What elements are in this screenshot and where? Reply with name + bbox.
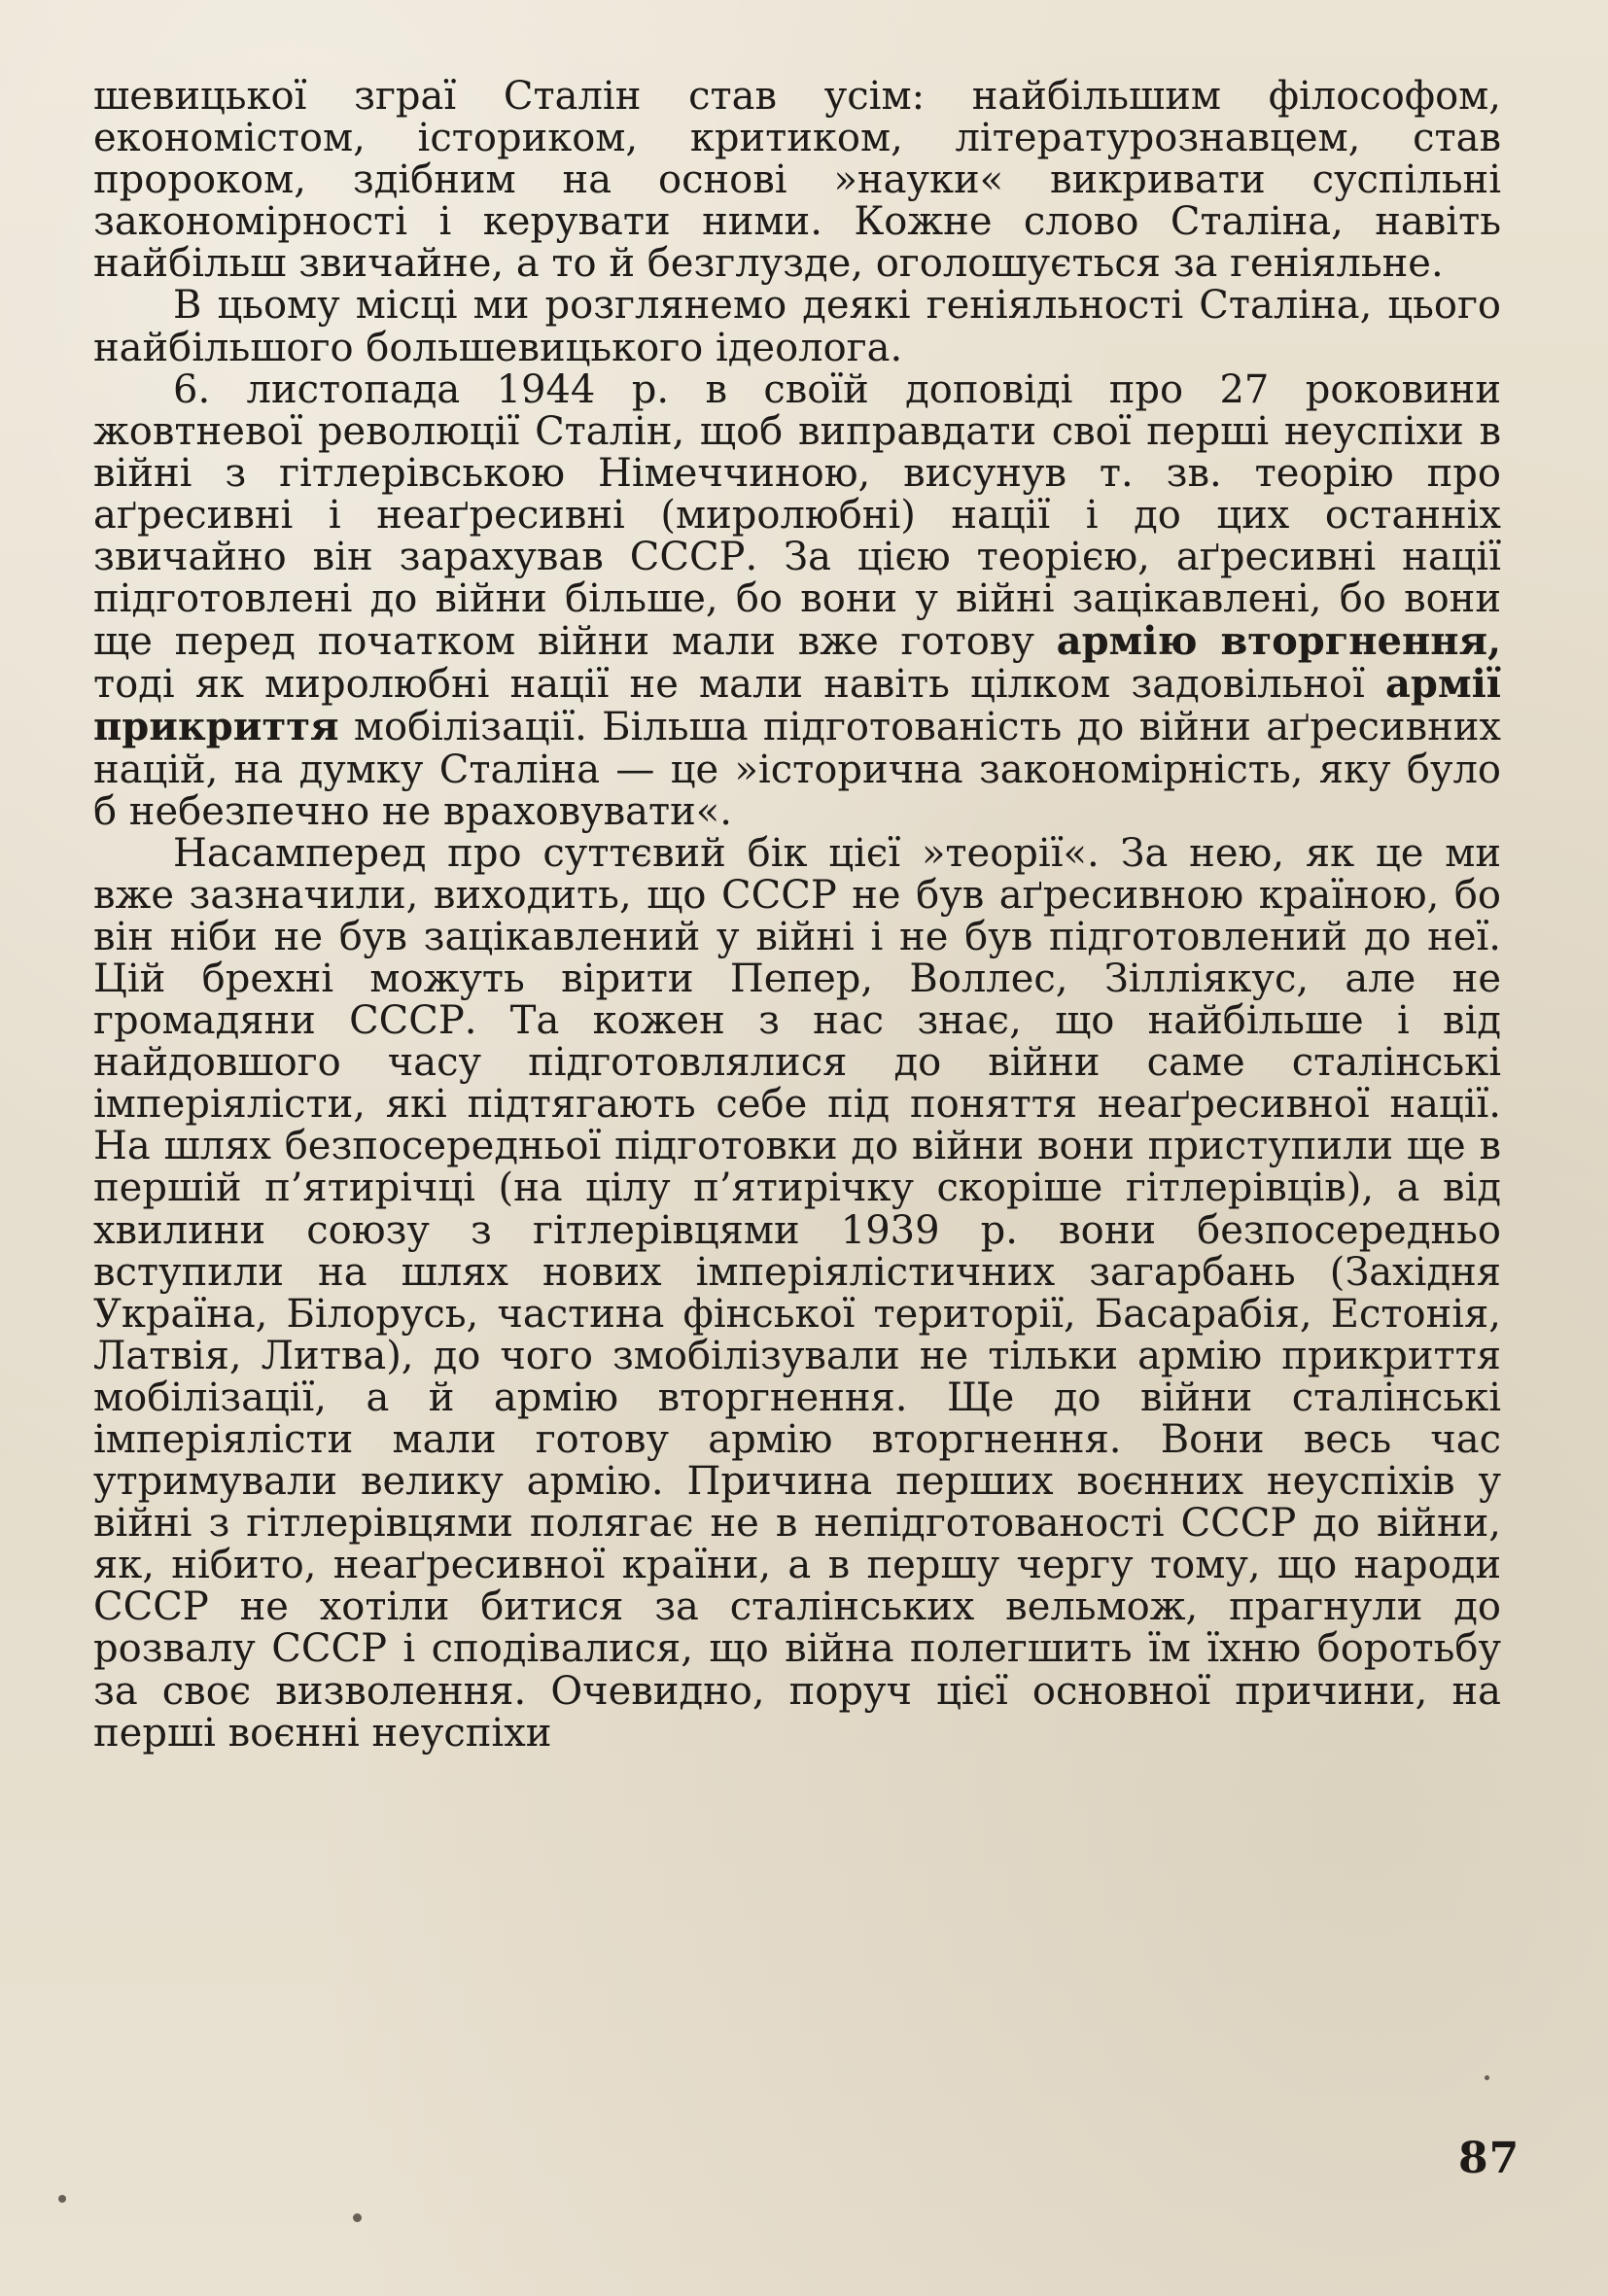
emphasized-term: армії прикриття <box>93 661 1501 750</box>
paragraph <box>93 285 1501 368</box>
text-run: мобілізації. Більша підготованість до війни аґресивних націй, на думку Сталіна — це »історична закономірність, яку було б небезпечно не враховувати«. <box>93 705 1501 834</box>
paragraph <box>93 76 1501 285</box>
emphasized-term: армію вторгнення, <box>1056 618 1502 665</box>
text-run: шевицької зграї Сталін став усім: найбільшим філософом, економістом, істориком, критиком, літературознавцем, став пророком, здібним на основі »науки« викривати суспільні закономірності і керувати ними. Кожне слово Сталіна, навіть найбільш звичайне, а то й безглузде, оголошується за геніяльне. <box>93 74 1501 287</box>
print-speck <box>58 2195 66 2203</box>
print-speck <box>1485 2075 1489 2080</box>
body-text <box>93 76 1501 1755</box>
page-number: 87 <box>1458 2134 1521 2183</box>
paragraph <box>93 830 1501 1756</box>
text-run: Насамперед про суттєвий бік цієї »теорії«. За нею, як це ми вже зазначили, виходить, що СССР не був аґресивною країною, бо він ніби не був зацікавлений у війні і не був підготовлений до неї. Цій брехні можуть вірити Пепер, Воллес, Зілліякус, але не громадяни СССР. Та кожен з нас знає, що найбільше і від найдовшого часу підготовлялися до війни саме сталінські імперіялісти, які підтягають себе під поняття неаґресивної нації. На шлях безпосередньої підготовки до війни вони приступили ще в першій п’ятирічці (на цілу п’ятирічку скоріше гітлерівців), а від хвилини союзу з гітлерівцями 1939 р. вони безпосередньо вступили на шлях нових імперіялістичних загарбань (Західня Україна, Білорусь, частина фінської території, Басарабія, Естонія, Латвія, Литва), до чого змобілізували не тільки армію прикриття мобілізації, а й армію вторгнення. Ще до війни сталінські імперіялісти мали готову армію вторгнення. Вони весь час утримували велику армію. Причина перших воєнних неуспіхів у війні з гітлерівцями полягає не в непідготованості СССР до війни, як, нібито, неаґресивної країни, а в першу чергу тому, що народи СССР не хотіли битися за сталінських вельмож, прагнули до розвалу СССР і сподівалися, що війна полегшить їм їхню боротьбу за своє визволення. Очевидно, поруч цієї основної причини, на перші воєнні неуспіхи <box>93 830 1501 1756</box>
print-speck <box>353 2213 362 2222</box>
text-run: В цьому місці ми розглянемо деякі геніяльності Сталіна, цього найбільшого большевицького ідеолога. <box>93 283 1501 370</box>
paragraph <box>93 366 1502 834</box>
text-run: 6. листопада 1944 р. в своїй доповіді про 27 роковини жовтневої революції Сталін, щоб виправдати свої перші неуспіхи в війні з гітлерівською Німеччиною, висунув т. зв. теорію про аґресивні і неаґресивні (миролюбні) нації і до цих останніх звичайно він зарахував СССР. За цією теорією, аґресивні нації підготовлені до війни більше, бо вони у війні зацікавлені, бо вони ще перед початком війни мали вже готову <box>93 366 1501 665</box>
text-run: тоді як миролюбні нації не мали навіть цілком задовільної <box>93 662 1385 708</box>
